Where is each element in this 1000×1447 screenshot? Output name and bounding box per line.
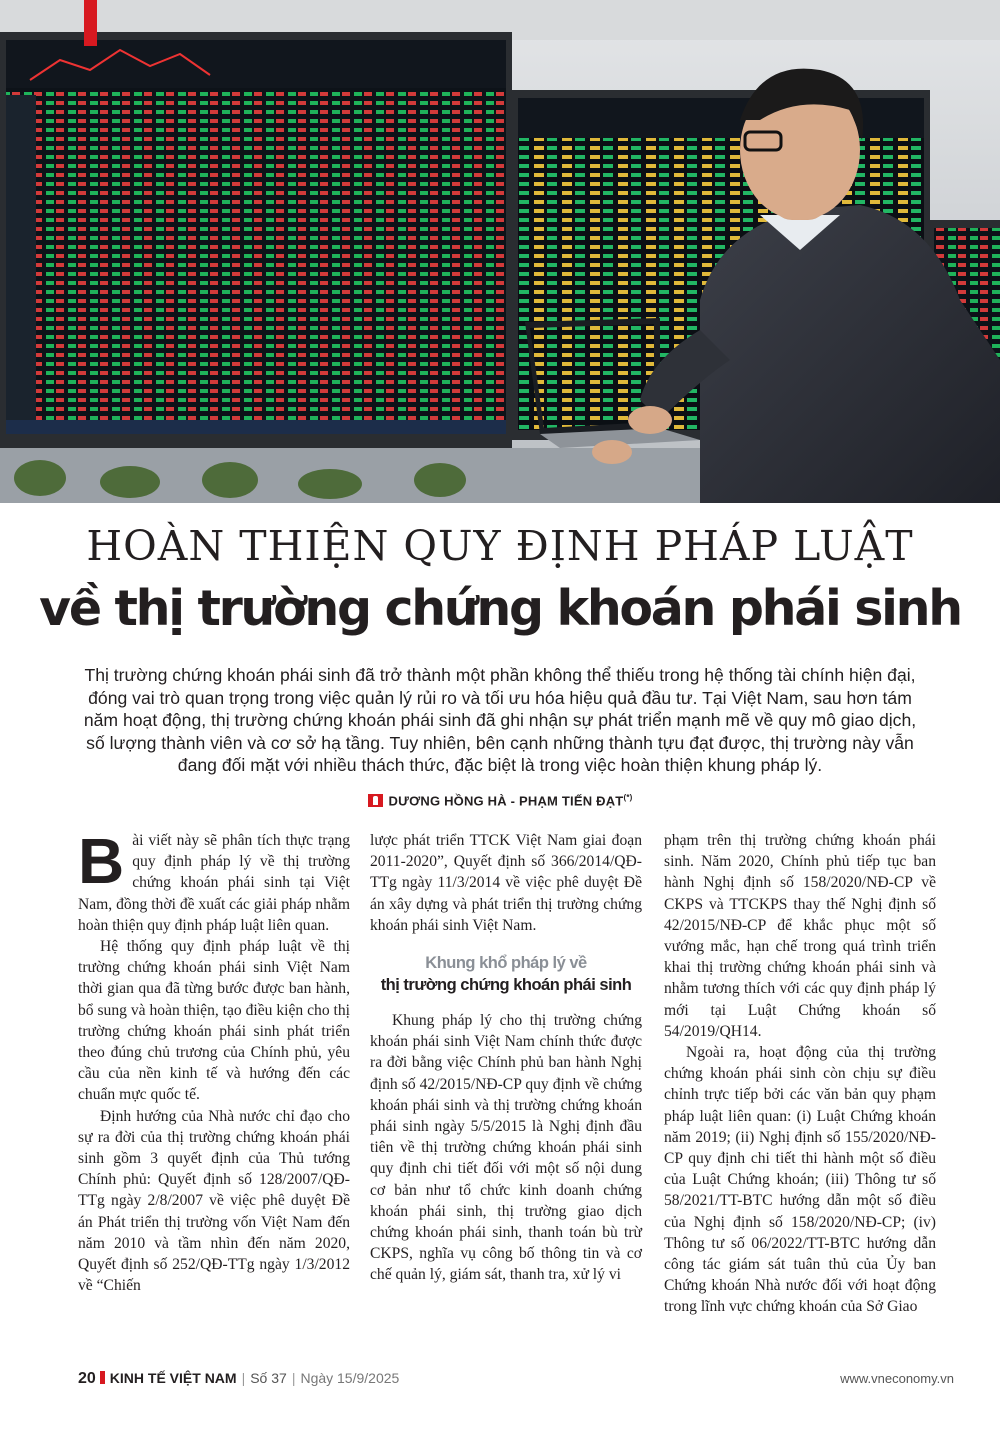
- body-paragraph-4-continued: phạm trên thị trường chứng khoán phái sinh. Năm 2020, Chính phủ tiếp tục ban hành Nghị định số 158/2020/NĐ-CP về CKPS và TTCKPS thay thế Nghị định số 42/2015/NĐ-CP để khắc phục một số vướng mắc, hạn chế trong quá trình triển khai thị trường chứng khoán phái sinh và nhằm tương thích với các quy định pháp lý mới tại Luật Chứng khoán số 54/2019/QH14.: [664, 832, 936, 1040]
- byline-note-mark: (*): [623, 793, 633, 802]
- footer-red-marker: [100, 1371, 105, 1384]
- body-column-1: [78, 825, 350, 1296]
- headline-line-1: HOÀN THIỆN QUY ĐỊNH PHÁP LUẬT: [86, 522, 914, 570]
- body-paragraph-5: Ngoài ra, hoạt động của thị trường chứng khoán phái sinh còn chịu sự điều chỉnh trực tiếp bởi các văn bản quy phạm pháp luật liên quan: (i) Luật Chứng khoán năm 2019; (ii) Nghị định số 155/2020/NĐ-CP quy định chi tiết thi hành một số điều của Luật Chứng khoán; (iii) Thông tư số 58/2021/TT-BTC hướng dẫn một số điều của Nghị định số 158/2020/NĐ-CP; (iv) Thông tư số 06/2022/TT-BTC hướng dẫn công tác giám sát tuân thủ của Ủy ban Chứng khoán Nhà nước đối với hoạt động trong lĩnh vực chứng khoán của Sở Giao: [664, 1044, 936, 1316]
- section-red-marker: [84, 0, 97, 46]
- page-number: 20: [78, 1370, 96, 1387]
- subheading-line-2: thị trường chứng khoán phái sinh: [380, 976, 632, 995]
- issue-date: Ngày 15/9/2025: [300, 1370, 400, 1386]
- body-column-3: [664, 830, 936, 1318]
- hero-illustration: [0, 0, 1000, 503]
- body-paragraph-1-text: ài viết này sẽ phân tích thực trạng quy định pháp lý về thị trường chứng khoán phái sinh tại Việt Nam, đồng thời đề xuất các giải pháp nhằm hoàn thiện quy định pháp luật liên quan.: [78, 832, 350, 934]
- website-link[interactable]: www.vneconomy.vn: [840, 1371, 954, 1386]
- body-column-2: [370, 830, 642, 1286]
- hero-photo: [0, 0, 1000, 503]
- byline: [0, 793, 1000, 808]
- issue-number: Số 37: [250, 1370, 287, 1386]
- lead-paragraph: [80, 664, 920, 777]
- body-paragraph-3-continued: lược phát triển TTCK Việt Nam giai đoạn 2011-2020”, Quyết định số 366/2014/QĐ-TTg ngày 11/3/2014 về việc phê duyệt Đề án xây dựng và phát triển thị trường chứng khoán phái sinh Việt Nam.: [370, 832, 642, 934]
- headline-line-2: về thị trường chứng khoán phái sinh: [39, 580, 961, 637]
- drop-cap: B: [78, 825, 125, 897]
- magazine-name: KINH TẾ VIỆT NAM: [109, 1370, 237, 1386]
- section-subheading: [370, 952, 642, 996]
- monitor-left: [0, 32, 512, 448]
- body-paragraph-2: Hệ thống quy định pháp luật về thị trường chứng khoán phái sinh Việt Nam thời gian qua đã từng bước được ban hành, bổ sung và hoàn thiện, tạo điều kiện cho thị trường chứng khoán phái sinh phát triển theo đúng chủ trương của Chính phủ, yêu cầu của nền kinh tế và hướng đến các chuẩn mực quốc tế.: [78, 938, 350, 1104]
- subheading-line-1: Khung khổ pháp lý về: [425, 954, 587, 973]
- body-paragraph-1: [78, 825, 350, 936]
- body-paragraph-4: Khung pháp lý cho thị trường chứng khoán phái sinh Việt Nam chính thức được ra đời bằng việc Chính phủ ban hành Nghị định số 42/2015/NĐ-CP quy định về chứng khoán phái sinh và thị trường chứng khoán phái sinh ngày 5/5/2015 là Nghị định đầu tiên về thị trường chứng khoán phái sinh quy định chi tiết đối với một số nội dung cơ bản như tổ chức kinh doanh chứng khoán phái sinh, thị trường giao dịch chứng khoán phái sinh, thanh toán bù trừ CKPS, nghĩa vụ công bố thông tin và cơ chế quản lý, giám sát, thanh tra, xử lý vi: [370, 1012, 642, 1284]
- body-paragraph-3: Định hướng của Nhà nước chỉ đạo cho sự ra đời của thị trường chứng khoán phái sinh gồm 3 quyết định của Thủ tướng Chính phủ: Quyết định số 128/2007/QĐ-TTg ngày 2/8/2007 về việc phê duyệt Đề án Phát triển thị trường vốn Việt Nam đến năm 2010 và tầm nhìn đến năm 2020, Quyết định số 252/QĐ-TTg ngày 1/3/2012 về “Chiến: [78, 1107, 350, 1295]
- footer-separator: |: [241, 1370, 246, 1386]
- page-footer: [78, 1370, 954, 1390]
- lead-text: Thị trường chứng khoán phái sinh đã trở thành một phần không thể thiếu trong hệ thống tài chính hiện đại, đóng vai trò quan trọng trong việc quản lý rủi ro và tối ưu hóa hiệu quả đầu tư. Tại Việt Nam, sau hơn tám năm hoạt động, thị trường chứng khoán phái sinh đã ghi nhận sự phát triển mạnh mẽ về quy mô giao dịch, số lượng thành viên và cơ sở hạ tầng. Tuy nhiên, bên cạnh những thành tựu đạt được, thị trường này vẫn đang đối mặt với nhiều thách thức, đặc biệt là trong việc hoàn thiện khung pháp lý.: [83, 665, 917, 775]
- footer-separator: |: [291, 1370, 296, 1386]
- pen-icon: [368, 794, 383, 807]
- byline-authors: DƯƠNG HỒNG HÀ - PHẠM TIẾN ĐẠT: [388, 793, 624, 809]
